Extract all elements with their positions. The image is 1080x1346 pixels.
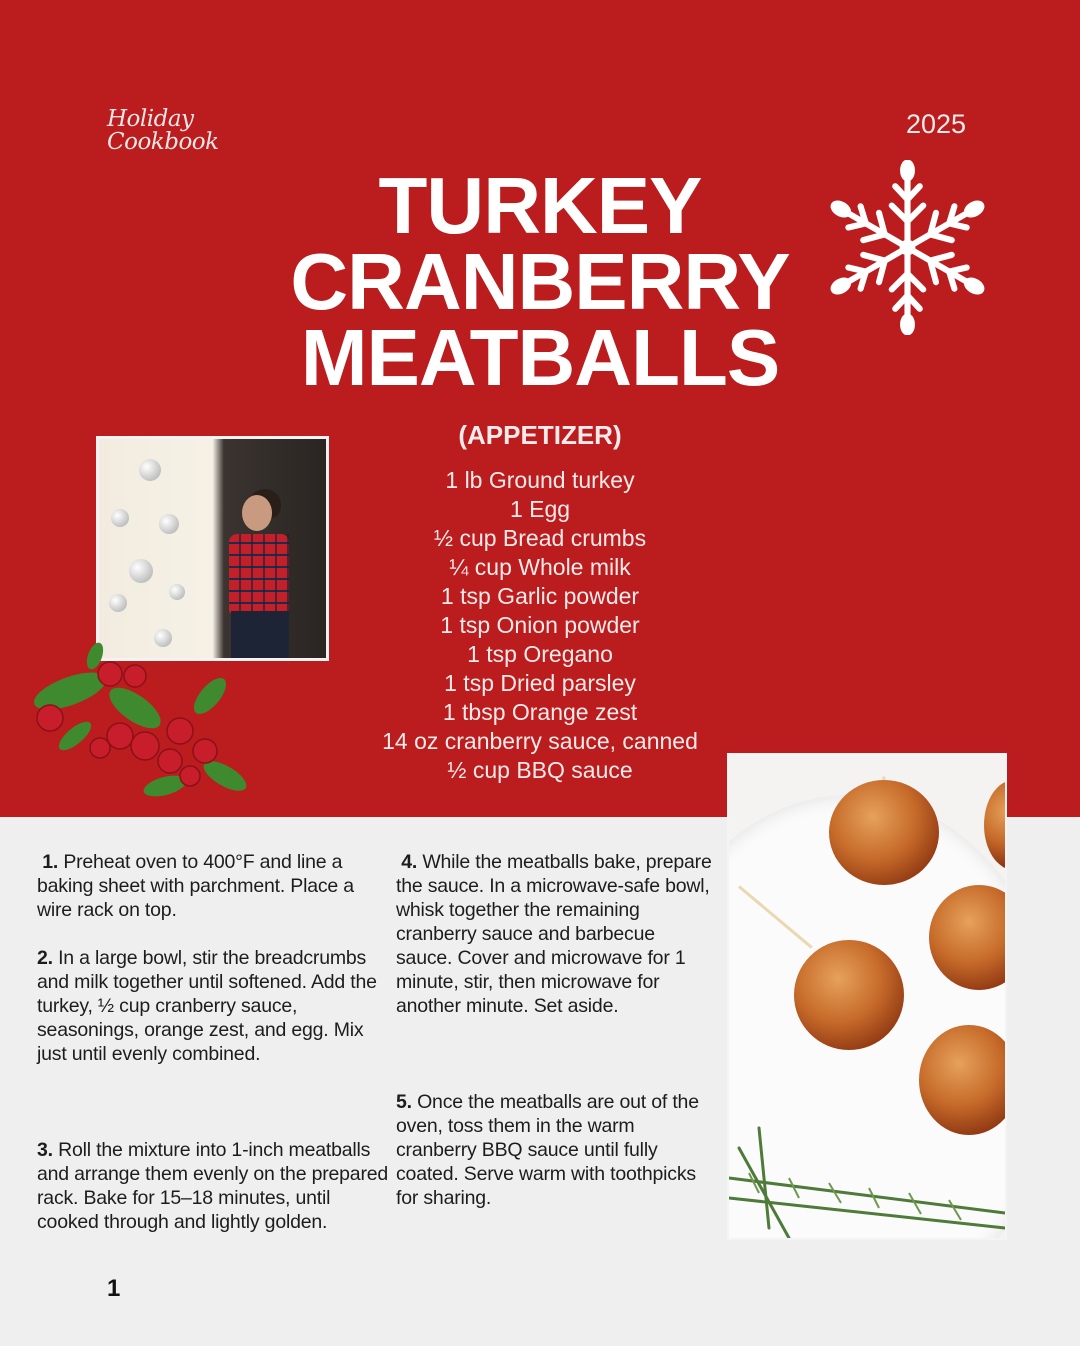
year-label: 2025	[906, 109, 967, 139]
recipe-title	[230, 161, 850, 402]
ingredient-item: 1 Egg	[509, 496, 571, 522]
rosemary-garnish	[729, 1118, 1005, 1238]
photo-meatballs	[727, 753, 1007, 1240]
step-number: 2.	[37, 947, 53, 969]
brand-line-1: Holiday	[107, 106, 194, 132]
photo-woman-by-tree	[96, 436, 329, 661]
step-text: Once the meatballs are out of the oven, toss them in the warm cranberry BBQ sauce until fully coated. Serve warm with toothpicks for sharing.	[396, 1091, 699, 1209]
step-number: 3.	[37, 1139, 53, 1161]
brand-line-2: Cookbook	[107, 129, 219, 155]
step-text: In a large bowl, stir the breadcrumbs and milk together until softened. Add the turkey, ½ cup cranberry sauce, seasonings, orange zest, and egg. Mix just until evenly combined.	[37, 947, 377, 1065]
step-number: 1.	[42, 851, 59, 873]
ingredient-item: 1 tsp Onion powder	[440, 612, 640, 638]
instruction-step-4	[396, 850, 716, 1018]
ingredient-item: 1 tsp Dried parsley	[444, 670, 636, 696]
step-text: Preheat oven to 400°F and line a baking sheet with parchment. Place a wire rack on top.	[37, 851, 354, 921]
step-number: 5.	[396, 1091, 412, 1113]
instruction-step-1	[37, 850, 387, 922]
instruction-step-5	[396, 1090, 716, 1210]
ingredient-item: ½ cup Bread crumbs	[433, 525, 647, 551]
cranberry-sprig-illustration	[15, 636, 255, 806]
ingredient-item: 1 lb Ground turkey	[445, 467, 635, 493]
instruction-step-2	[37, 946, 387, 1066]
title-line-2: CRANBERRY	[290, 237, 790, 326]
title-line-3: MEATBALLS	[300, 313, 780, 402]
ingredient-item: ½ cup BBQ sauce	[447, 757, 633, 783]
title-line-1: TURKEY	[378, 161, 702, 250]
ingredient-item: 14 oz cranberry sauce, canned	[382, 728, 698, 754]
ingredients-list	[340, 466, 740, 785]
ingredient-item: 1 tsp Oregano	[467, 641, 613, 667]
instruction-step-3	[37, 1138, 392, 1234]
recipe-category: (APPETIZER)	[458, 420, 622, 450]
step-text: Roll the mixture into 1-inch meatballs and arrange them evenly on the prepared rack. Bake for 15–18 minutes, until cooked through and lightly golden.	[37, 1139, 389, 1233]
ingredient-item: ¼ cup Whole milk	[449, 554, 631, 580]
page-number: 1	[107, 1275, 121, 1302]
ingredient-item: 1 tsp Garlic powder	[440, 583, 640, 609]
snowflake-icon	[820, 160, 995, 335]
step-number: 4.	[401, 851, 418, 873]
cookbook-brand	[107, 108, 219, 154]
step-text: While the meatballs bake, prepare the sauce. In a microwave-safe bowl, whisk together the remaining cranberry sauce and barbecue sauce. Cover and microwave for 1 minute, stir, then microwave for another minute. Set aside.	[396, 851, 712, 1017]
ingredient-item: 1 tbsp Orange zest	[442, 699, 638, 725]
